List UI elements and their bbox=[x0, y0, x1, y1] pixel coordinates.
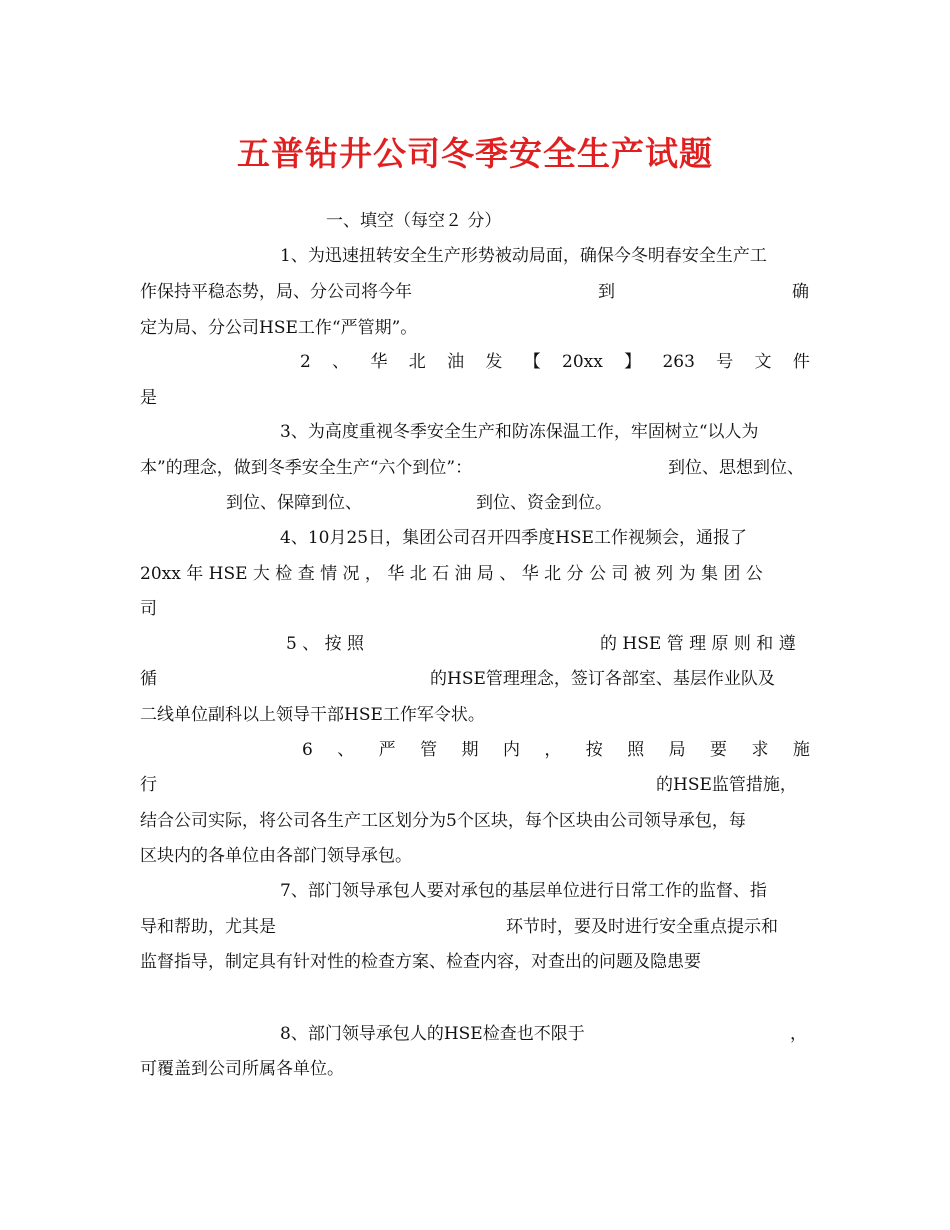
q4-line-1: 4、10月25日，集团公司召开四季度HSE工作视频会，通报了 bbox=[280, 528, 747, 548]
q2-token: 件 bbox=[792, 352, 810, 372]
q2-token: 号 bbox=[716, 352, 734, 372]
q6-line-2a: 行 bbox=[140, 775, 157, 795]
q6-token: 照 bbox=[627, 740, 645, 760]
q5-line-2a: 循 bbox=[140, 669, 157, 689]
q8-line-1a: 8、部门领导承包人的HSE检查也不限于 bbox=[280, 1024, 585, 1044]
q3-line-3a: 到位、保障到位、 bbox=[226, 493, 362, 513]
q6-token: 要 bbox=[710, 740, 728, 760]
q2-token: 20xx bbox=[562, 352, 603, 372]
q2-line-1 bbox=[300, 350, 810, 374]
q2-token: 华 bbox=[370, 352, 388, 372]
q2-line-2: 是 bbox=[140, 388, 157, 408]
q6-token: 按 bbox=[585, 740, 603, 760]
q7-line-3: 监督指导，制定具有针对性的检查方案、检查内容，对查出的问题及隐患要 bbox=[140, 952, 701, 972]
q2-token: 2 bbox=[300, 352, 311, 372]
q5-line-2b: 的HSE管理理念，签订各部室、基层作业队及 bbox=[430, 669, 775, 689]
q6-token: 内 bbox=[502, 740, 520, 760]
q6-token: 、 bbox=[337, 740, 355, 760]
q6-token: 严 bbox=[378, 740, 396, 760]
q6-token: ， bbox=[544, 740, 562, 760]
q6-token: 局 bbox=[668, 740, 686, 760]
q1-line-1: 1、为迅速扭转安全生产形势被动局面，确保今冬明春安全生产工 bbox=[280, 246, 767, 266]
q5-line-3: 二线单位副科以上领导干部HSE工作军令状。 bbox=[140, 705, 485, 725]
q4-line-3: 司 bbox=[140, 599, 157, 619]
q6-line-4: 区块内的各单位由各部门领导承包。 bbox=[140, 846, 412, 866]
q6-line-3: 结合公司实际，将公司各生产工区划分为5个区块，每个区块由公司领导承包，每 bbox=[140, 811, 746, 831]
q1-line-2a: 作保持平稳态势，局、分公司将今年 bbox=[140, 282, 412, 302]
document-title: 五普钻井公司冬季安全生产试题 bbox=[237, 134, 713, 173]
q3-line-1: 3、为高度重视冬季安全生产和防冻保温工作，牢固树立“以人为 bbox=[280, 422, 759, 442]
q8-line-1b: ， bbox=[790, 1024, 807, 1044]
section-heading: 一、填空（每空２ 分） bbox=[326, 211, 502, 231]
q8-line-2: 可覆盖到公司所属各单位。 bbox=[140, 1059, 344, 1079]
q5-line-1a: 5 、 按 照 bbox=[286, 634, 365, 654]
q3-line-2b: 到位、思想到位、 bbox=[668, 458, 804, 478]
q2-token: 、 bbox=[332, 352, 350, 372]
q3-line-2a: 本”的理念，做到冬季安全生产“六个到位”： bbox=[140, 458, 473, 478]
q7-line-2b: 环节时，要及时进行安全重点提示和 bbox=[506, 917, 778, 937]
q6-token: 求 bbox=[751, 740, 769, 760]
q3-line-3b: 到位、资金到位。 bbox=[476, 493, 612, 513]
q7-line-1: 7、部门领导承包人要对承包的基层单位进行日常工作的监督、指 bbox=[280, 881, 767, 901]
q2-token: 文 bbox=[754, 352, 772, 372]
q1-line-2c: 确 bbox=[792, 282, 809, 302]
q4-line-2: 20xx 年 HSE 大 检 查 情 况 ， 华 北 石 油 局 、 华 北 分 公 司 被 列 为 集 团 公 bbox=[140, 564, 763, 584]
q2-token: 263 bbox=[662, 352, 695, 372]
q2-token: 】 bbox=[624, 352, 642, 372]
q6-line-2b: 的HSE监管措施， bbox=[656, 775, 797, 795]
q6-token: 施 bbox=[792, 740, 810, 760]
q2-token: 发 bbox=[485, 352, 503, 372]
q6-token: 6 bbox=[302, 740, 313, 760]
q5-line-1b: 的 HSE 管 理 原 则 和 遵 bbox=[600, 634, 796, 654]
q1-line-2b: 到 bbox=[598, 282, 615, 302]
q1-line-3: 定为局、分公司HSE工作“严管期”。 bbox=[140, 318, 418, 338]
q6-token: 管 bbox=[420, 740, 438, 760]
q6-token: 期 bbox=[461, 740, 479, 760]
q2-token: 油 bbox=[447, 352, 465, 372]
q2-token: 【 bbox=[523, 352, 541, 372]
q7-line-2a: 导和帮助，尤其是 bbox=[140, 917, 276, 937]
q2-token: 北 bbox=[408, 352, 426, 372]
q6-line-1 bbox=[302, 738, 810, 762]
